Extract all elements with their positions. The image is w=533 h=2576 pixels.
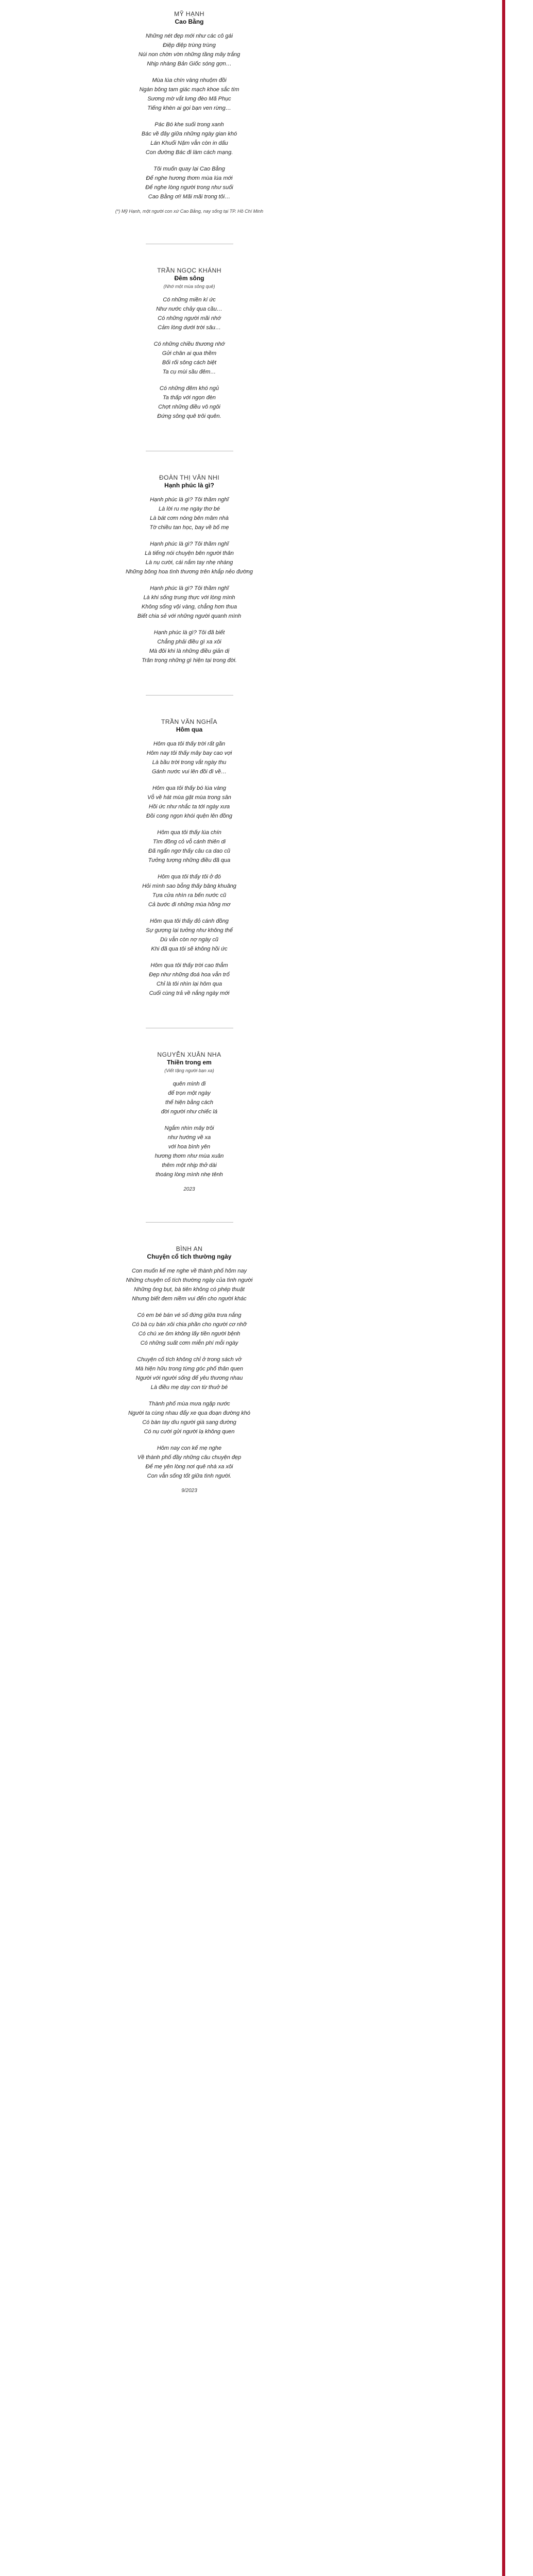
- poem-dedication: (Viết tặng người bạn xa): [164, 1068, 214, 1073]
- poem-cao-bang: [41, 10, 337, 214]
- verse-line: Đã ngẩn ngơ thấy câu ca dao cũ: [148, 848, 230, 854]
- stanza: [41, 917, 337, 954]
- poem-title: Hạnh phúc là gì?: [164, 482, 214, 489]
- verse-line: Hạnh phúc là gì? Tôi thầm nghĩ: [150, 541, 229, 547]
- verse-line: Có những miền kí ức: [163, 297, 216, 303]
- verse-line: Đẹp như những đoá hoa vẫn trổ: [149, 972, 230, 978]
- verse-line: Hỏi mình sao bỗng thấy bâng khuâng: [142, 883, 236, 889]
- verse-line: Mà đôi khi là những điều giản dị: [149, 648, 230, 654]
- stanza: [41, 495, 337, 532]
- essay-title: Chuyện cổ tích thường ngày: [147, 1253, 232, 1260]
- prose-line: Nhưng biết đem niềm vui đến cho người khác: [132, 1296, 247, 1302]
- verse-line: Tưởng tượng những điều đã qua: [148, 857, 231, 863]
- poem-footnote: (*) Mỹ Hạnh, một người con xứ Cao Bằng, nay sống tại TP. Hồ Chí Minh: [115, 209, 264, 214]
- prose-line: Con vẫn sống tốt giữa tình người.: [147, 1473, 232, 1479]
- stanza: [41, 539, 337, 577]
- verse-line: Có những người mãi nhớ: [158, 315, 221, 321]
- verse-line: Để nghe lòng người trong như suối: [145, 184, 233, 191]
- verse-line: Ngắm nhìn mây trôi: [164, 1125, 214, 1131]
- verse-line: Hôm qua tôi thấy lúa chín: [157, 829, 221, 836]
- stanza: [41, 584, 337, 621]
- poem-title: Thiền trong em: [167, 1059, 212, 1066]
- verse-line: Tờ chiều tan học, bay về bố mẹ: [149, 524, 229, 531]
- verse-line: Khi đã qua tôi sẽ không hồi ức: [151, 946, 228, 952]
- paragraph: [41, 1311, 337, 1348]
- verse-line: Tựa cửa nhìn ra bến nước cũ: [152, 892, 227, 899]
- verse-line: để trọn một ngày: [168, 1090, 211, 1096]
- stanza: [41, 739, 337, 776]
- essay-author: BÌNH AN: [176, 1245, 203, 1252]
- verse-line: Hôm qua tôi thấy trời rất gần: [153, 741, 226, 747]
- verse-line: Con đường Bác đi làm cách mạng.: [145, 149, 233, 156]
- verse-line: Hồi ức như nhắc ta tới ngày xưa: [148, 804, 230, 810]
- section-divider: [146, 695, 233, 696]
- verse-line: Hôm qua tôi thấy tôi ở đó: [158, 874, 221, 880]
- verse-line: Hôm qua tôi thấy trời cao thẳm: [150, 962, 228, 969]
- prose-line: Có bà cụ bán xôi chia phần cho người cơ nhỡ: [132, 1321, 247, 1328]
- prose-line: Người với người sống để yêu thương nhau: [135, 1375, 243, 1381]
- verse-line: Chẳng phải điều gì xa xôi: [157, 639, 221, 645]
- verse-line: Bối rối sông cách biệt: [162, 360, 217, 366]
- poem-dem-song: [41, 267, 337, 421]
- verse-line: Là bát cơm nóng bên mâm nhà: [150, 515, 229, 521]
- stanza: [41, 31, 337, 69]
- verse-line: Mùa lúa chín vàng nhuộm đồi: [152, 77, 227, 83]
- verse-line: như hướng về xa: [167, 1134, 211, 1141]
- verse-line: Biết chia sẻ với những người quanh mình: [137, 613, 242, 619]
- verse-line: Dù vẫn còn nợ ngày cũ: [160, 937, 219, 943]
- verse-line: Cả bước đi những mùa hồng mơ: [148, 902, 231, 908]
- poem-author: TRẦN VĂN NGHĨA: [161, 718, 217, 725]
- poem-author: ĐOÀN THỊ VÂN NHI: [159, 474, 220, 481]
- verse-line: với hoa bình yên: [168, 1144, 211, 1150]
- prose-line: Chuyện cổ tích không chỉ ở trong sách vở: [137, 1357, 242, 1363]
- poem-author: NGUYỄN XUÂN NHA: [157, 1051, 221, 1058]
- verse-line: Sương mờ vắt lưng đèo Mã Phục: [147, 96, 231, 102]
- prose-line: Những chuyện cổ tích thường ngày của tình người: [126, 1277, 253, 1283]
- prose-line: Người ta cùng nhau đẩy xe qua đoạn đường khó: [128, 1410, 250, 1416]
- verse-line: Để nghe hương thơm mùa lúa mới: [146, 175, 233, 181]
- verse-line: Hôm qua tôi thấy đỏ cánh đồng: [150, 918, 229, 924]
- verse-line: Bác về đây giữa những ngày gian khó: [141, 131, 237, 137]
- poem-hom-qua: [41, 718, 337, 998]
- prose-line: Về thành phố đầy những câu chuyện đẹp: [137, 1454, 242, 1461]
- verse-line: Tiếng khèn ai gọi bạn ven rừng…: [147, 105, 231, 111]
- prose-line: Có nụ cười gửi người lạ không quen: [144, 1429, 235, 1435]
- verse-line: Cảm lòng dưới trời sâu…: [158, 325, 221, 331]
- section-divider: [146, 1222, 233, 1223]
- prose-line: Con muốn kể mẹ nghe về thành phố hôm nay: [131, 1268, 247, 1274]
- paragraph: [41, 1266, 337, 1303]
- poem-title: Cao Bằng: [175, 18, 204, 25]
- stanza: [41, 164, 337, 201]
- verse-line: Đứng sông quê trôi quên.: [157, 413, 221, 419]
- prose-line: Mà hiện hữu trong từng góc phố thân quen: [135, 1366, 244, 1372]
- verse-line: Có những chiều thương nhớ: [153, 341, 225, 347]
- prose-line: Là điều mẹ dạy con từ thuở bé: [150, 1384, 228, 1391]
- verse-line: Núi non chờn vờn những tầng mây trắng: [138, 52, 240, 58]
- prose-line: Hôm nay con kể mẹ nghe: [157, 1445, 222, 1451]
- poem-title: Đêm sông: [174, 275, 204, 282]
- verse-line: Pác Bó khe suối trong xanh: [154, 122, 224, 128]
- poem-author: MỸ HẠNH: [174, 10, 204, 18]
- verse-line: Là nụ cười, cái nắm tay nhẹ nhàng: [145, 560, 233, 566]
- stanza: [41, 1079, 337, 1116]
- poem-date: 2023: [183, 1187, 195, 1192]
- verse-line: đời người như chiếc lá: [161, 1109, 218, 1115]
- verse-line: Không sống vội vàng, chẳng hơn thua: [141, 604, 237, 610]
- verse-line: Là tiếng nói chuyện bên người thân: [145, 550, 234, 556]
- prose-line: Có em bé bán vé số đứng giữa trưa nắng: [137, 1312, 242, 1318]
- verse-line: Gửi chân ai qua thềm: [162, 350, 217, 357]
- verse-line: Hạnh phúc là gì? Tôi thầm nghĩ: [150, 585, 229, 591]
- verse-line: Hôm qua tôi thấy bó lúa vàng: [152, 785, 227, 791]
- poem-dedication: (Nhớ một mùa sông quê): [163, 284, 215, 289]
- paragraph: [41, 1355, 337, 1392]
- article-content: [41, 10, 337, 1523]
- verse-line: Cao Bằng ơi! Mãi mãi trong tôi…: [148, 194, 231, 200]
- poem-title: Hôm qua: [176, 726, 203, 733]
- stanza: [41, 1124, 337, 1179]
- verse-line: Hôm nay tôi thấy mây bay cao vợi: [146, 750, 232, 756]
- stanza: [41, 784, 337, 821]
- prose-line: Có chú xe ôm không lấy tiền người bệnh: [138, 1331, 240, 1337]
- verse-line: Nhịp nhàng Bản Giốc sóng gợn…: [147, 61, 232, 67]
- poem-hanh-phuc: [41, 474, 337, 665]
- verse-line: Tôi muốn quay lại Cao Bằng: [153, 166, 225, 172]
- stanza: [41, 76, 337, 113]
- verse-line: Sự gượng lại tưởng như không thể: [145, 927, 233, 934]
- verse-line: Trân trọng những gì hiện tại trong đời.: [142, 657, 237, 664]
- prose-line: Có những suất cơm miễn phí mỗi ngày: [140, 1340, 238, 1346]
- verse-line: Tìm đồng cỏ vỗ cánh thiên di: [152, 839, 226, 845]
- verse-line: Là bầu trời trong vắt ngày thu: [152, 759, 227, 766]
- verse-line: Hạnh phúc là gì? Tôi đã biết: [153, 630, 225, 636]
- verse-line: Là khi sống trung thực với lòng mình: [143, 595, 235, 601]
- stanza: [41, 872, 337, 909]
- verse-line: Đồi cong ngọn khói quện lên đồng: [146, 813, 232, 819]
- verse-line: hương thơm như mùa xuân: [154, 1153, 224, 1159]
- stanza: [41, 628, 337, 665]
- verse-line: Những bông hoa tình thương trên khắp nẻo đường: [125, 569, 253, 575]
- verse-line: Chỉ là tôi nhìn lại hôm qua: [156, 981, 222, 987]
- prose-line: Thành phố mùa mưa ngập nước: [148, 1401, 230, 1407]
- stanza: [41, 340, 337, 377]
- essay-chuyen-co-tich: [41, 1245, 337, 1494]
- verse-line: Hạnh phúc là gì? Tôi thầm nghĩ: [150, 497, 229, 503]
- essay-date: 9/2023: [181, 1488, 197, 1494]
- verse-line: Ta cụ mùi sầu đêm…: [162, 369, 216, 375]
- verse-line: thêm một nhịp thở dài: [162, 1162, 217, 1168]
- prose-line: Có bàn tay dìu người già sang đường: [142, 1419, 236, 1426]
- verse-line: Ta thấp với ngọn đèn: [163, 395, 216, 401]
- stanza: [41, 384, 337, 421]
- verse-line: quên mình đi: [173, 1081, 206, 1087]
- verse-line: Là lời ru mẹ ngày thơ bé: [158, 506, 220, 512]
- verse-line: Có những đêm khó ngủ: [159, 385, 219, 392]
- prose-line: Những ông bụt, bà tiên không có phép thuật: [134, 1286, 245, 1293]
- stanza: [41, 295, 337, 332]
- stanza: [41, 120, 337, 157]
- paragraph: [41, 1444, 337, 1481]
- prose-line: Để mẹ yên lòng nơi quê nhà xa xôi: [145, 1464, 233, 1470]
- verse-line: Điệp điệp trùng trùng: [163, 42, 216, 48]
- verse-line: Những nét đẹp mới như các cô gái: [145, 33, 233, 39]
- paragraph: [41, 1399, 337, 1436]
- stanza: [41, 961, 337, 998]
- verse-line: Gánh nước vui lên đồi đi về…: [151, 769, 227, 775]
- red-side-bar: [502, 0, 505, 2576]
- poem-author: TRẦN NGỌC KHÁNH: [157, 267, 221, 274]
- verse-line: Lán Khuổi Nặm vẫn còn in dấu: [150, 140, 228, 146]
- verse-line: thể hiện bằng cách: [165, 1099, 213, 1106]
- verse-line: Chợt những điều vô ngôi: [158, 404, 220, 410]
- poem-thien-trong-em: [41, 1051, 337, 1192]
- verse-line: thoáng lòng mình nhẹ tênh: [156, 1172, 223, 1178]
- verse-line: Vỗ về hát mùa gặt mùa trong sân: [147, 794, 231, 801]
- verse-line: Cuối cùng trả về nắng ngày mới: [149, 990, 230, 996]
- verse-line: Ngàn bông tam giác mạch khoe sắc tím: [139, 87, 239, 93]
- verse-line: Như nước chảy qua cầu…: [156, 306, 222, 312]
- stanza: [41, 828, 337, 865]
